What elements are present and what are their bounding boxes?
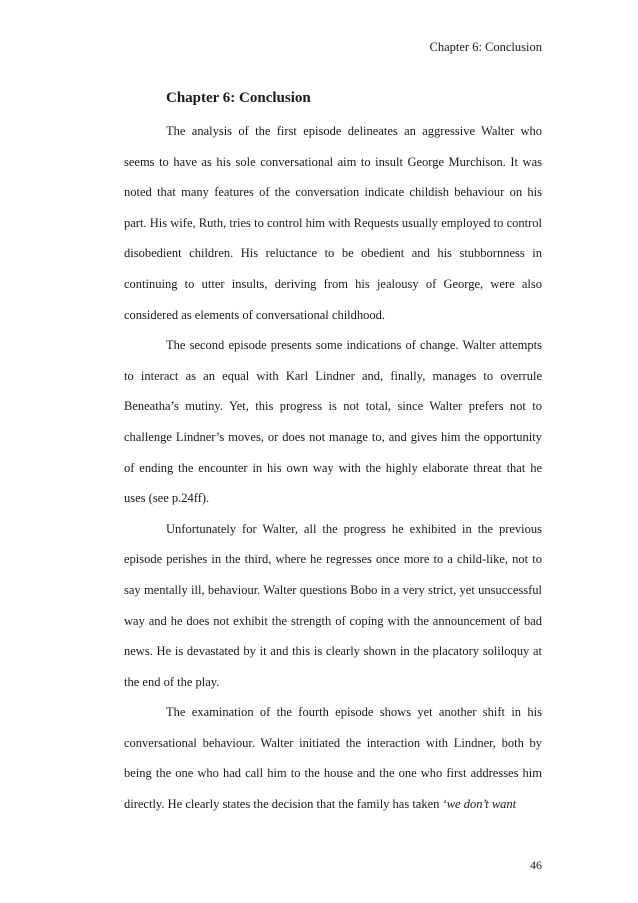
paragraph-4-text: The examination of the fourth episode shows yet another shift in his conversational behaviour. Walter initiated the interaction with Lindner, both by being the one who had call him to the house and the one who first addresses him directly. He clearly states the decision that the family has taken	[124, 705, 542, 812]
paragraph-3: Unfortunately for Walter, all the progress he exhibited in the previous episode perishes in the third, where he regresses once more to a child-like, not to say mentally ill, behaviour. Walter questions Bobo in a very strict, yet unsuccessful way and he does not exhibit the strength of coping with the announcement of bad news. He is devastated by it and this is clearly shown in the placatory soliloquy at the end of the play.	[124, 521, 542, 689]
chapter-heading: Chapter 6: Conclusion	[166, 90, 311, 106]
paragraph-4-quote: ‘we don’t want	[442, 797, 517, 812]
page-number: 46	[530, 858, 542, 872]
paragraph-4	[124, 697, 542, 819]
body-text	[124, 116, 542, 820]
paragraph-1: The analysis of the first episode delineates an aggressive Walter who seems to have as his sole conversational aim to insult George Murchison. It was noted that many features of the conversation indicate childish behaviour on his part. His wife, Ruth, tries to control him with Requests usually employed to control disobedient children. His reluctance to be obedient and his stubbornness in continuing to utter insults, deriving from his jealousy of George, were also considered as elements of conversational childhood.	[124, 124, 542, 322]
paragraph-2: The second episode presents some indications of change. Walter attempts to interact as an equal with Karl Lindner and, finally, manages to overrule Beneatha’s mutiny. Yet, this progress is not total, since Walter prefers not to challenge Lindner’s moves, or does not manage to, and gives him the opportunity of ending the encounter in his own way with the highly elaborate threat that he uses (see p.24ff).	[124, 338, 542, 506]
running-header: Chapter 6: Conclusion	[429, 40, 542, 54]
